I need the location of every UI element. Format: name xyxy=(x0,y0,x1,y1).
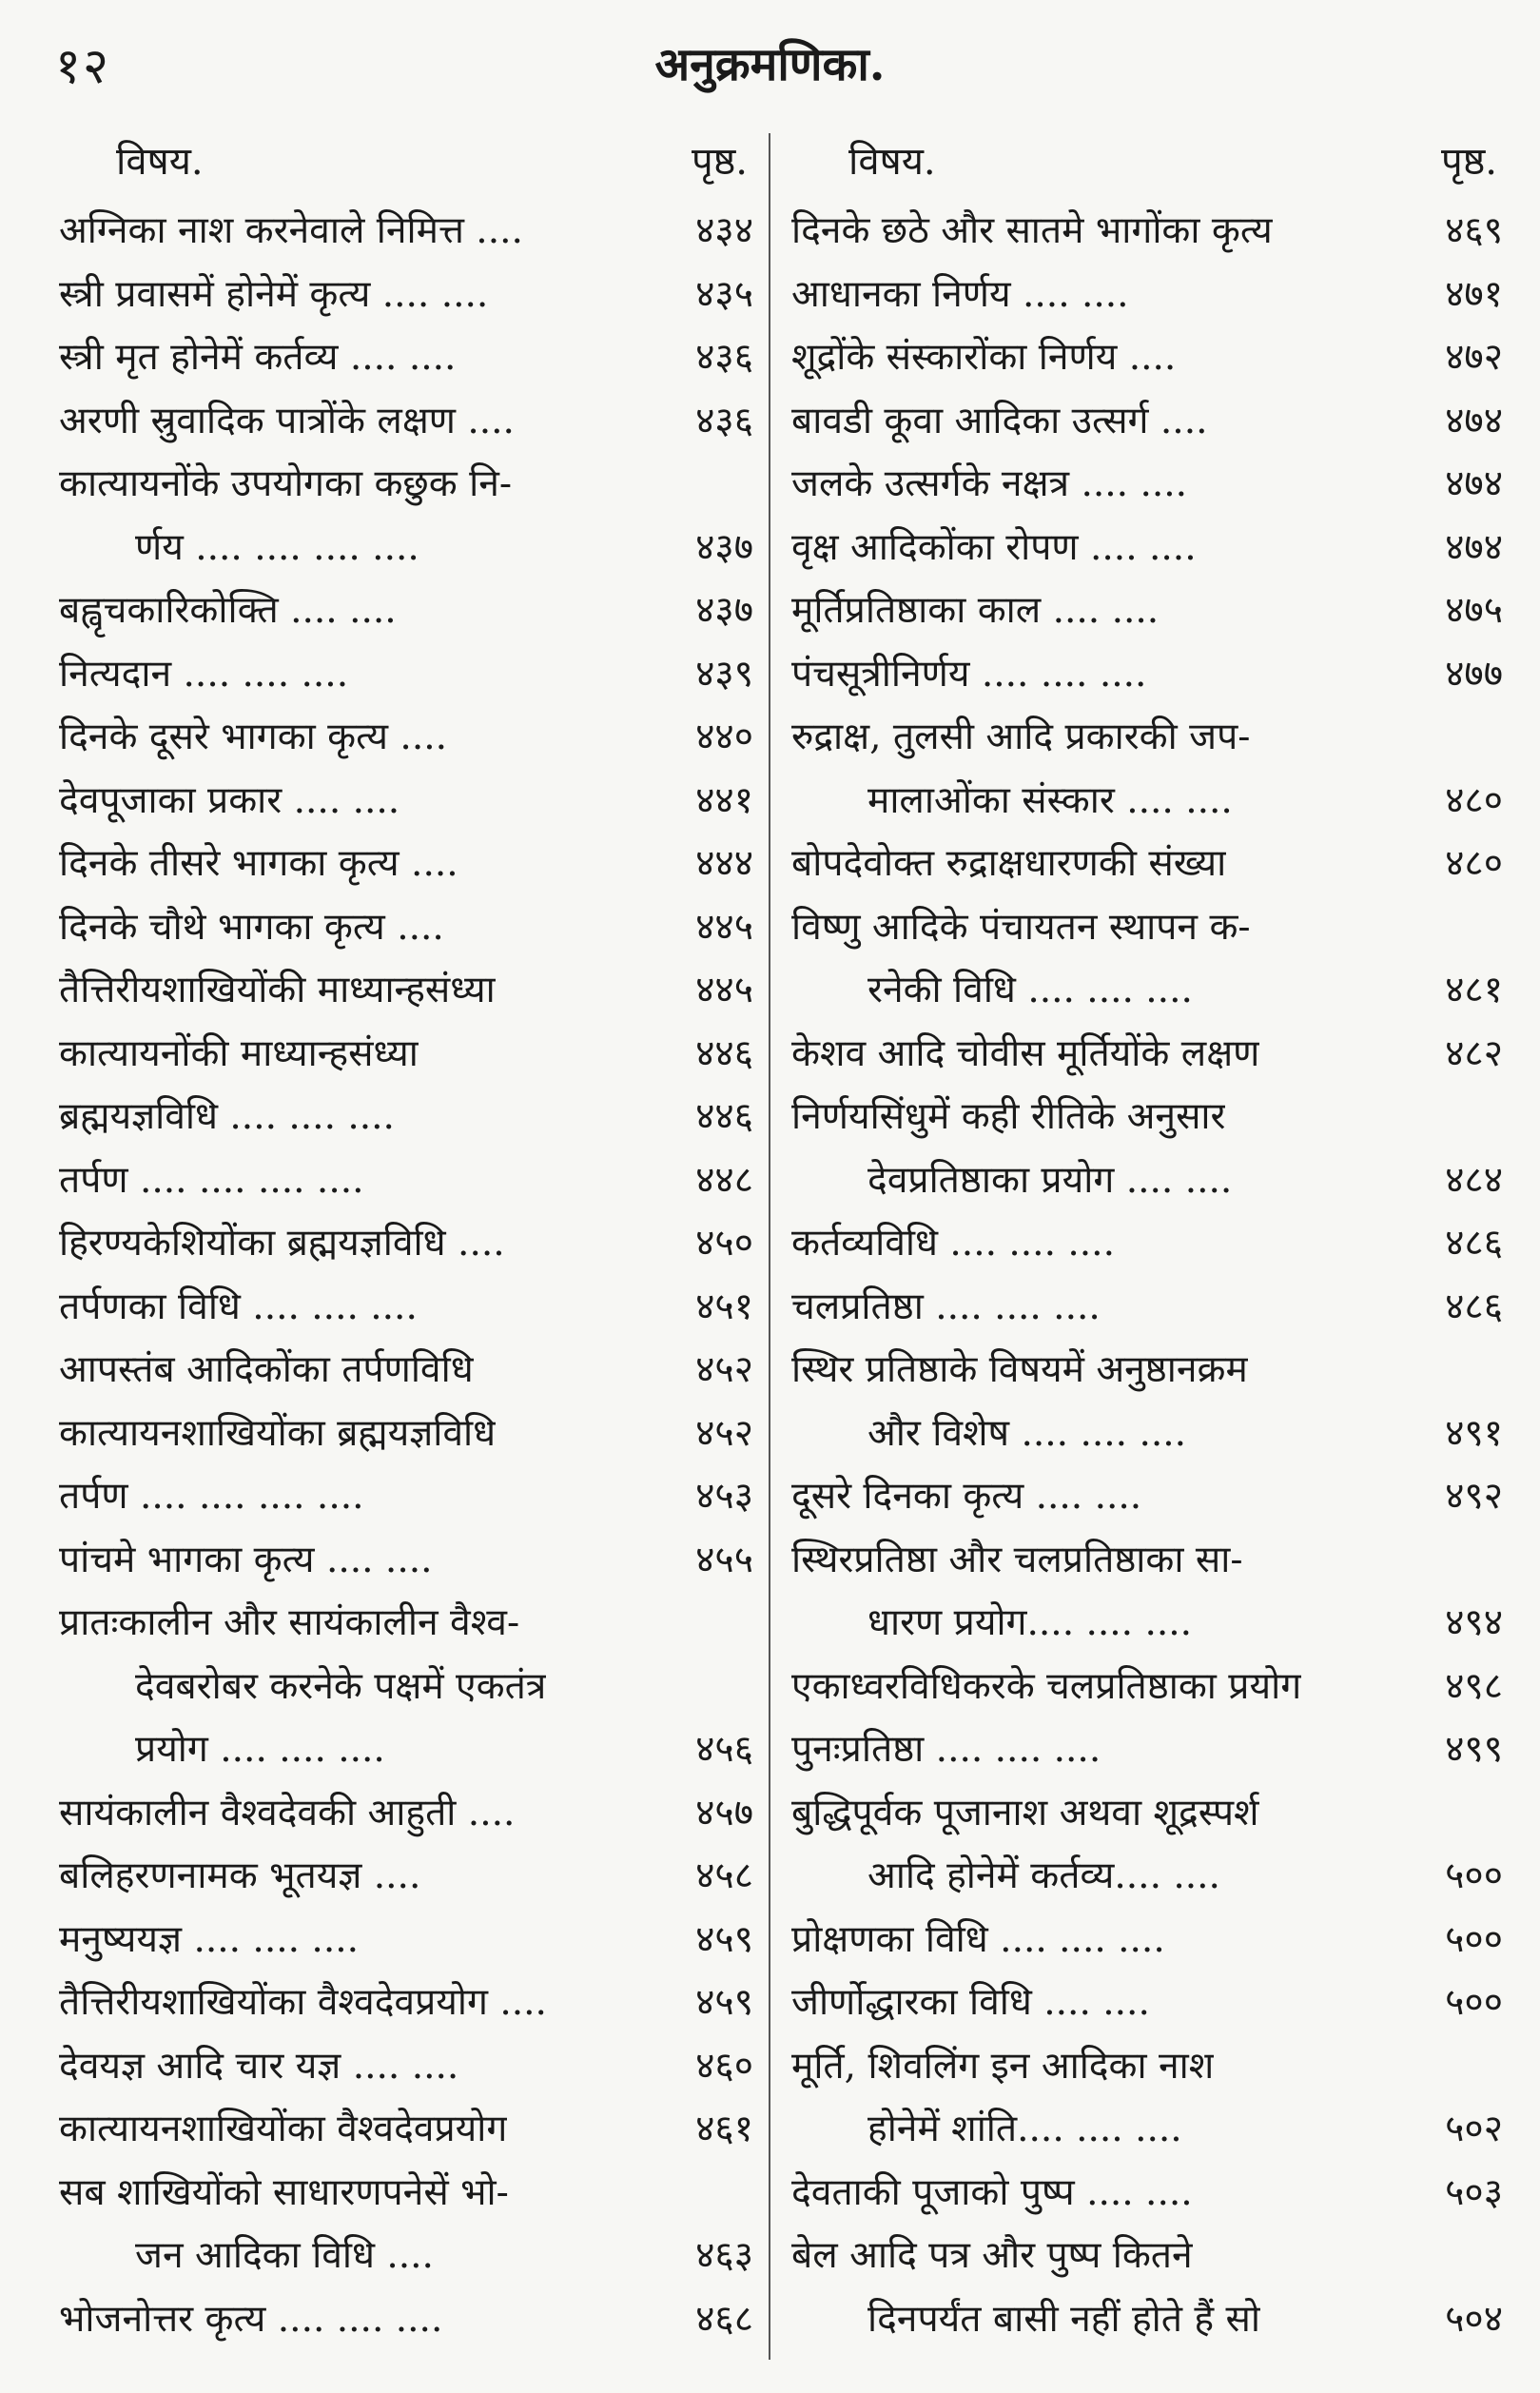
entry-page-number: ४३७ xyxy=(695,525,753,569)
entry-subject: देवप्रतिष्ठाका प्रयोग .... .... xyxy=(867,1158,1233,1202)
page-heading: पृष्ठ. xyxy=(692,140,748,184)
entry-subject: दिनके चौथे भागका कृत्य .... xyxy=(59,905,444,949)
entry-subject: जन आदिका विधि .... xyxy=(135,2234,434,2277)
entry-page-number: ४५३ xyxy=(695,1475,753,1518)
entry-page-number: ४८४ xyxy=(1445,1158,1503,1202)
index-entry xyxy=(791,264,1503,327)
left-column-header xyxy=(59,133,753,200)
entry-page-number: ४३४ xyxy=(695,209,753,252)
subject-heading: विषय. xyxy=(116,140,204,184)
entry-page-number: ५०० xyxy=(1445,1981,1503,2024)
entry-subject: रुद्राक्ष, तुलसी आदि प्रकारकी जप- xyxy=(791,716,1251,758)
page-heading: पृष्ठ. xyxy=(1441,140,1497,184)
entry-subject: स्थिरप्रतिष्ठा और चलप्रतिष्ठाका सा- xyxy=(791,1538,1243,1581)
index-entry xyxy=(791,517,1503,580)
entry-page-number: ४५९ xyxy=(695,1981,753,2024)
entry-page-number: ४४६ xyxy=(695,1031,753,1075)
entry-page-number: ४३६ xyxy=(695,399,753,442)
subject-heading: विषय. xyxy=(848,140,936,184)
entry-subject: देवबरोबर करनेके पक्षमें एकतंत्र xyxy=(135,1664,547,1708)
entry-subject: सब शाखियोंको साधारणपनेसें भो- xyxy=(59,2170,509,2214)
entry-page-number: ४७२ xyxy=(1445,336,1503,379)
index-entry xyxy=(59,1465,753,1529)
entry-page-number: ४७५ xyxy=(1445,589,1503,632)
entry-page-number: ४७४ xyxy=(1445,399,1503,442)
entry-page-number: ४८० xyxy=(1445,778,1503,822)
index-entry xyxy=(59,1023,753,1087)
entry-page-number: ५०४ xyxy=(1445,2297,1503,2341)
entry-subject: आधानका निर्णय .... .... xyxy=(791,272,1129,316)
entry-page-number: ४३६ xyxy=(695,336,753,379)
index-entry xyxy=(59,390,753,454)
entry-subject: नित्यदान .... .... .... xyxy=(59,652,349,696)
entry-subject: दूसरे दिनका कृत्य .... .... xyxy=(791,1475,1142,1518)
index-entry xyxy=(791,833,1503,896)
index-entry xyxy=(59,770,753,834)
entry-subject: जीर्णोद्धारका विधि .... .... xyxy=(791,1981,1150,2024)
entry-page-number: ४५१ xyxy=(695,1285,753,1328)
entry-subject: और विशेष .... .... .... xyxy=(867,1411,1187,1455)
index-entry xyxy=(59,1276,753,1340)
entry-page-number: ४९४ xyxy=(1445,1601,1503,1644)
entry-page-number: ४५६ xyxy=(695,1728,753,1771)
entry-page-number: ४३९ xyxy=(695,652,753,696)
entry-page-number: ४६९ xyxy=(1445,209,1503,252)
entry-subject: पांचमे भागका कृत्य .... .... xyxy=(59,1538,433,1581)
index-entry xyxy=(59,2162,753,2226)
index-entry xyxy=(59,2225,753,2288)
entry-subject: दिनके छठे और सातमे भागोंका कृत्य xyxy=(791,209,1273,252)
column-divider xyxy=(769,133,770,2360)
index-entry xyxy=(791,2288,1503,2352)
entry-page-number: ५०० xyxy=(1445,1917,1503,1961)
entry-subject: तर्पण .... .... .... .... xyxy=(59,1158,364,1202)
entry-page-number: ४४१ xyxy=(695,778,753,822)
index-entry xyxy=(791,1845,1503,1909)
entry-subject: केशव आदि चोवीस मूर्तियोंके लक्षण xyxy=(791,1031,1260,1075)
entry-subject: ब्रह्मयज्ञविधि .... .... .... xyxy=(59,1095,395,1138)
entry-subject: एकाध्वरविधिकरके चलप्रतिष्ठाका प्रयोग xyxy=(791,1664,1302,1708)
index-entry xyxy=(59,453,753,517)
index-entry xyxy=(791,2225,1503,2288)
index-entry xyxy=(59,2288,753,2352)
index-entry xyxy=(791,2098,1503,2162)
entry-subject: देवपूजाका प्रकार .... .... xyxy=(59,778,400,822)
entry-subject: र्णय .... .... .... .... xyxy=(135,525,419,569)
entry-subject: आपस्तंब आदिकोंका तर्पणविधि xyxy=(59,1348,474,1391)
entry-subject: मालाओंका संस्कार .... .... xyxy=(867,778,1233,822)
index-entry xyxy=(791,1718,1503,1782)
entry-subject: कात्यायनशाखियोंका ब्रह्मयज्ञविधि xyxy=(59,1411,497,1455)
index-entry xyxy=(791,896,1503,960)
entry-page-number: ४४६ xyxy=(695,1095,753,1138)
entry-subject: होनेमें शांति.... .... .... xyxy=(867,2108,1182,2150)
index-entry xyxy=(791,706,1503,770)
index-entry xyxy=(59,1339,753,1402)
entry-subject: तर्पण .... .... .... .... xyxy=(59,1475,364,1518)
entry-page-number: ४५२ xyxy=(695,1411,753,1455)
entry-page-number: ४४४ xyxy=(695,842,753,885)
page-title: अनुक्रमणिका. xyxy=(654,38,886,91)
index-entry xyxy=(59,579,753,643)
index-entry xyxy=(791,2162,1503,2226)
entry-subject: स्थिर प्रतिष्ठाके विषयमें अनुष्ठानक्रम xyxy=(791,1348,1248,1391)
index-entry xyxy=(59,517,753,580)
entry-page-number: ४५८ xyxy=(695,1854,753,1897)
entry-page-number: ४६१ xyxy=(695,2108,753,2150)
index-entry xyxy=(59,1149,753,1213)
entry-subject: धारण प्रयोग.... .... .... xyxy=(867,1601,1193,1644)
entry-page-number: ४८० xyxy=(1445,842,1503,885)
entry-subject: शूद्रोंके संस्कारोंका निर्णय .... xyxy=(791,336,1177,379)
entry-page-number: ४८१ xyxy=(1445,969,1503,1011)
entry-subject: दिनके दूसरे भागका कृत्य .... xyxy=(59,716,448,758)
index-entry xyxy=(59,643,753,707)
entry-subject: देवयज्ञ आदि चार यज्ञ .... .... xyxy=(59,2044,459,2088)
entry-subject: रनेकी विधि .... .... .... xyxy=(867,969,1193,1011)
entry-subject: अग्निका नाश करनेवाले निमित्त .... xyxy=(59,209,523,252)
index-entry xyxy=(791,959,1503,1023)
entry-subject: पुनःप्रतिष्ठा .... .... .... xyxy=(791,1728,1101,1771)
entry-subject: बावडी कूवा आदिका उत्सर्ग .... xyxy=(791,399,1208,442)
entry-page-number: ४५५ xyxy=(695,1538,753,1581)
entry-page-number: ४७१ xyxy=(1445,272,1503,316)
entry-subject: बोपदेवोक्त रुद्राक्षधारणकी संख्या xyxy=(791,842,1227,885)
right-column xyxy=(791,133,1503,2374)
entry-subject: आदि होनेमें कर्तव्य.... .... xyxy=(867,1854,1220,1897)
entry-page-number: ४५० xyxy=(695,1222,753,1265)
entry-subject: सायंकालीन वैश्वदेवकी आहुती .... xyxy=(59,1791,516,1834)
index-entry xyxy=(59,1086,753,1149)
entry-subject: दिनपर्यंत बासी नहीं होते हैं सो xyxy=(867,2297,1260,2341)
index-entry xyxy=(791,1465,1503,1529)
index-entry xyxy=(59,1212,753,1276)
entry-subject: तैत्तिरीयशाखियोंकी माध्यान्हसंध्या xyxy=(59,969,496,1011)
entry-page-number: ४३७ xyxy=(695,589,753,632)
entry-subject: वृक्ष आदिकोंका रोपण .... .... xyxy=(791,525,1197,569)
page-number: १२ xyxy=(55,38,111,95)
index-entry xyxy=(791,326,1503,390)
entry-page-number: ५०२ xyxy=(1445,2108,1503,2150)
index-entry xyxy=(791,453,1503,517)
entry-page-number: ४६३ xyxy=(695,2234,753,2277)
right-entry-list xyxy=(791,200,1503,2351)
entry-subject: स्त्री प्रवासमें होनेमें कृत्य .... .... xyxy=(59,272,489,316)
index-entry xyxy=(791,770,1503,834)
entry-page-number: ५०० xyxy=(1445,1854,1503,1897)
index-entry xyxy=(791,1086,1503,1149)
index-entry xyxy=(791,1402,1503,1466)
entry-subject: हिरण्यकेशियोंका ब्रह्मयज्ञविधि .... xyxy=(59,1222,505,1265)
entry-subject: तर्पणका विधि .... .... .... xyxy=(59,1285,418,1328)
index-entry xyxy=(59,1909,753,1972)
entry-subject: निर्णयसिंधुमें कही रीतिके अनुसार xyxy=(791,1095,1226,1138)
entry-subject: प्रयोग .... .... .... xyxy=(135,1728,385,1771)
entry-subject: बह्वृचकारिकोक्ति .... .... xyxy=(59,589,397,632)
index-entry xyxy=(59,959,753,1023)
entry-page-number: ४९२ xyxy=(1445,1475,1503,1518)
entry-subject: प्रातःकालीन और सायंकालीन वैश्व- xyxy=(59,1601,520,1644)
entry-subject: बुद्धिपूर्वक पूजानाश अथवा शूद्रस्पर्श xyxy=(791,1791,1259,1834)
index-entry xyxy=(59,1656,753,1719)
entry-page-number: ४९८ xyxy=(1445,1664,1503,1708)
index-entry xyxy=(791,2035,1503,2099)
index-entry xyxy=(59,1402,753,1466)
index-entry xyxy=(791,1971,1503,2035)
entry-page-number: ४९१ xyxy=(1445,1411,1503,1455)
entry-subject: बेल आदि पत्र और पुष्प कितने xyxy=(791,2234,1193,2277)
index-entry xyxy=(791,1023,1503,1087)
index-entry xyxy=(791,579,1503,643)
index-entry xyxy=(791,1339,1503,1402)
index-entry xyxy=(59,1718,753,1782)
entry-page-number: ४४५ xyxy=(695,905,753,949)
left-entry-list xyxy=(59,200,753,2351)
index-entry xyxy=(791,1149,1503,1213)
entry-subject: मूर्ति, शिवलिंग इन आदिका नाश xyxy=(791,2044,1215,2088)
index-entry xyxy=(791,1212,1503,1276)
index-entry xyxy=(791,643,1503,707)
entry-subject: तैत्तिरीयशाखियोंका वैश्वदेवप्रयोग .... xyxy=(59,1981,547,2024)
entry-page-number: ४६० xyxy=(695,2044,753,2088)
entry-subject: पंचसूत्रीनिर्णय .... .... .... xyxy=(791,652,1147,696)
entry-page-number: ४८६ xyxy=(1445,1285,1503,1328)
entry-page-number: ४४० xyxy=(695,716,753,758)
entry-subject: प्रोक्षणका विधि .... .... .... xyxy=(791,1917,1165,1961)
entry-subject: बलिहरणनामक भूतयज्ञ .... xyxy=(59,1854,421,1897)
index-entry xyxy=(791,1276,1503,1340)
index-entry xyxy=(59,896,753,960)
index-entry xyxy=(791,1529,1503,1593)
entry-page-number: ४६८ xyxy=(695,2297,753,2341)
right-column-header xyxy=(791,133,1503,200)
entry-page-number: ४४८ xyxy=(695,1158,753,1202)
entry-page-number: ४७७ xyxy=(1445,652,1503,696)
index-entry xyxy=(59,2035,753,2099)
entry-subject: मनुष्ययज्ञ .... .... .... xyxy=(59,1917,360,1961)
entry-page-number: ४७४ xyxy=(1445,462,1503,505)
left-column xyxy=(59,133,753,2374)
index-entry xyxy=(59,1529,753,1593)
entry-subject: विष्णु आदिके पंचायतन स्थापन क- xyxy=(791,905,1251,949)
entry-subject: अरणी स्रुवादिक पात्रोंके लक्षण .... xyxy=(59,399,515,442)
entry-page-number: ४९९ xyxy=(1445,1728,1503,1771)
entry-subject: स्त्री मृत होनेमें कर्तव्य .... .... xyxy=(59,336,457,379)
entry-page-number: ४४५ xyxy=(695,969,753,1011)
index-entry xyxy=(59,200,753,264)
index-entry xyxy=(791,1592,1503,1656)
entry-subject: कर्तव्यविधि .... .... .... xyxy=(791,1222,1115,1265)
entry-page-number: ४५७ xyxy=(695,1791,753,1834)
entry-subject: कात्यायनोंके उपयोगका कछुक नि- xyxy=(59,462,513,505)
index-entry xyxy=(791,1909,1503,1972)
entry-subject: कात्यायनोंकी माध्यान्हसंध्या xyxy=(59,1031,419,1075)
index-entry xyxy=(59,326,753,390)
index-entry xyxy=(59,1971,753,2035)
index-entry xyxy=(59,1845,753,1909)
entry-subject: मूर्तिप्रतिष्ठाका काल .... .... xyxy=(791,589,1160,632)
entry-subject: जलके उत्सर्गके नक्षत्र .... .... xyxy=(791,462,1188,505)
index-entry xyxy=(59,1782,753,1846)
entry-subject: दिनके तीसरे भागका कृत्य .... xyxy=(59,842,458,885)
index-entry xyxy=(59,833,753,896)
entry-page-number: ४७४ xyxy=(1445,525,1503,569)
index-entry xyxy=(59,2098,753,2162)
index-entry xyxy=(59,706,753,770)
index-entry xyxy=(791,1782,1503,1846)
index-entry xyxy=(791,1656,1503,1719)
index-entry xyxy=(791,390,1503,454)
index-entry xyxy=(791,200,1503,264)
entry-page-number: ४३५ xyxy=(695,272,753,316)
entry-subject: देवताकी पूजाको पुष्प .... .... xyxy=(791,2170,1193,2214)
entry-page-number: ४८६ xyxy=(1445,1222,1503,1265)
entry-subject: कात्यायनशाखियोंका वैश्वदेवप्रयोग xyxy=(59,2108,508,2150)
entry-page-number: ४५२ xyxy=(695,1348,753,1391)
entry-subject: चलप्रतिष्ठा .... .... .... xyxy=(791,1285,1101,1328)
entry-page-number: ५०३ xyxy=(1445,2170,1503,2214)
entry-page-number: ४५९ xyxy=(695,1917,753,1961)
entry-subject: भोजनोत्तर कृत्य .... .... .... xyxy=(59,2297,443,2341)
index-entry xyxy=(59,1592,753,1656)
entry-page-number: ४८२ xyxy=(1445,1031,1503,1075)
index-entry xyxy=(59,264,753,327)
